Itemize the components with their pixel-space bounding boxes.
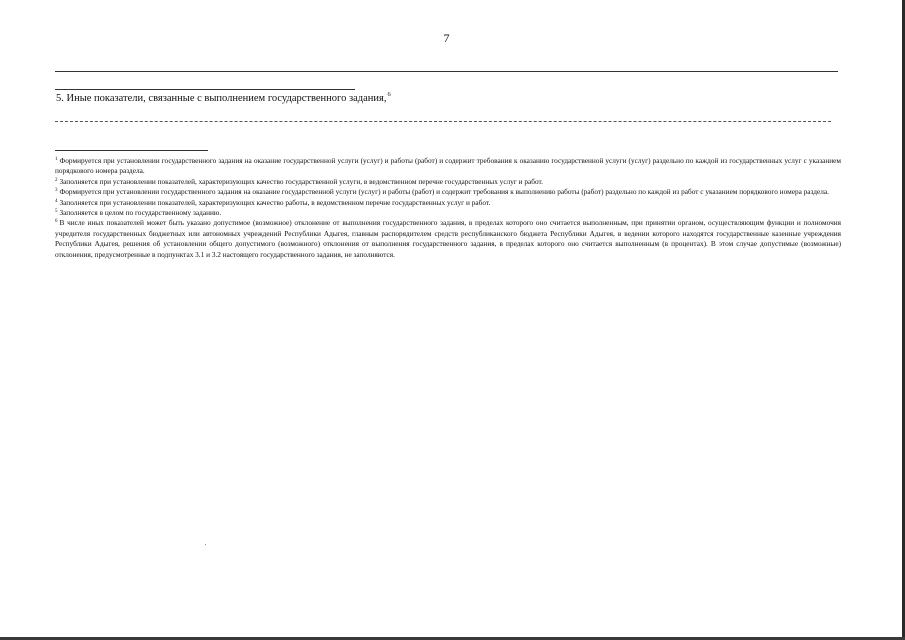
footnote-text: Формируется при установлении государственного задания на оказание государственной услуги (услуг) и работы (работ) и содержит требования к выполнению работы (работ) раздельно по каждой из работ с указанием порядкового номера раздела. — [59, 187, 829, 197]
footnote-6 — [55, 218, 841, 260]
footnote-4 — [55, 198, 841, 208]
footnote-1 — [55, 156, 841, 177]
footnote-text: Заполняется при установлении показателей, характеризующих качество государственной услуги, в ведомственном перечне государственных услуг и работ. — [59, 176, 544, 186]
page-number: 7 — [443, 31, 450, 45]
footnote-text: Заполняется при установлении показателей, характеризующих качество работы, в ведомственном перечне государственных услуг и работ. — [59, 197, 491, 207]
footnote-number: 1 — [55, 157, 58, 162]
section-heading-text: 5. Иные показатели, связанные с выполнением государственного задания, — [56, 93, 387, 104]
heading-overline — [55, 89, 355, 90]
footnote-text: Заполняется в целом по государственному заданию. — [59, 208, 222, 218]
footnote-number: 3 — [55, 188, 58, 194]
footnote-text: Формируется при установлении государственного задания на оказание государственной услуги (услуг) и работы (работ) и содержит требования к оказанию государственной услуги (услуг) раздельно по каждой из государственных услуг с указанием порядкового номера раздела. — [55, 156, 841, 176]
section-heading-footnote-ref: 6 — [387, 91, 391, 98]
top-rule — [55, 71, 838, 72]
heading-underline — [55, 121, 831, 122]
footnote-number: 4 — [55, 198, 58, 204]
scan-speck — [205, 544, 206, 545]
footnote-2 — [55, 177, 841, 187]
footnote-3 — [55, 187, 841, 197]
footnote-number: 2 — [55, 177, 58, 183]
footnote-number: 5 — [55, 209, 58, 215]
section-heading — [56, 93, 391, 104]
footnote-text: В числе иных показателей может быть указано допустимое (возможное) отклонение от выполнения государственного задания, в пределах которого оно считается выполненным, при принятии органом, осуществляющим функции и полномочия учредителя государственных бюджетных или автономных учреждений Республики Адыгея, главным распорядителем средств республиканского бюджета Республики Адыгея, в ведении которого находятся государственные казенные учреждения Республики Адыгея, решения об установлении общего допустимого (возможного) отклонения от выполнения государственного задания, в пределах которого оно считается выполненным (в процентах). В этом случае допустимые (возможные) отклонения, предусмотренные в подпунктах 3.1 и 3.2 настоящего государственного задания, не заполняются. — [55, 218, 841, 259]
footnote-5 — [55, 208, 841, 218]
footnote-separator — [55, 150, 208, 151]
footnotes — [55, 156, 841, 260]
footnote-number: 6 — [55, 219, 58, 225]
